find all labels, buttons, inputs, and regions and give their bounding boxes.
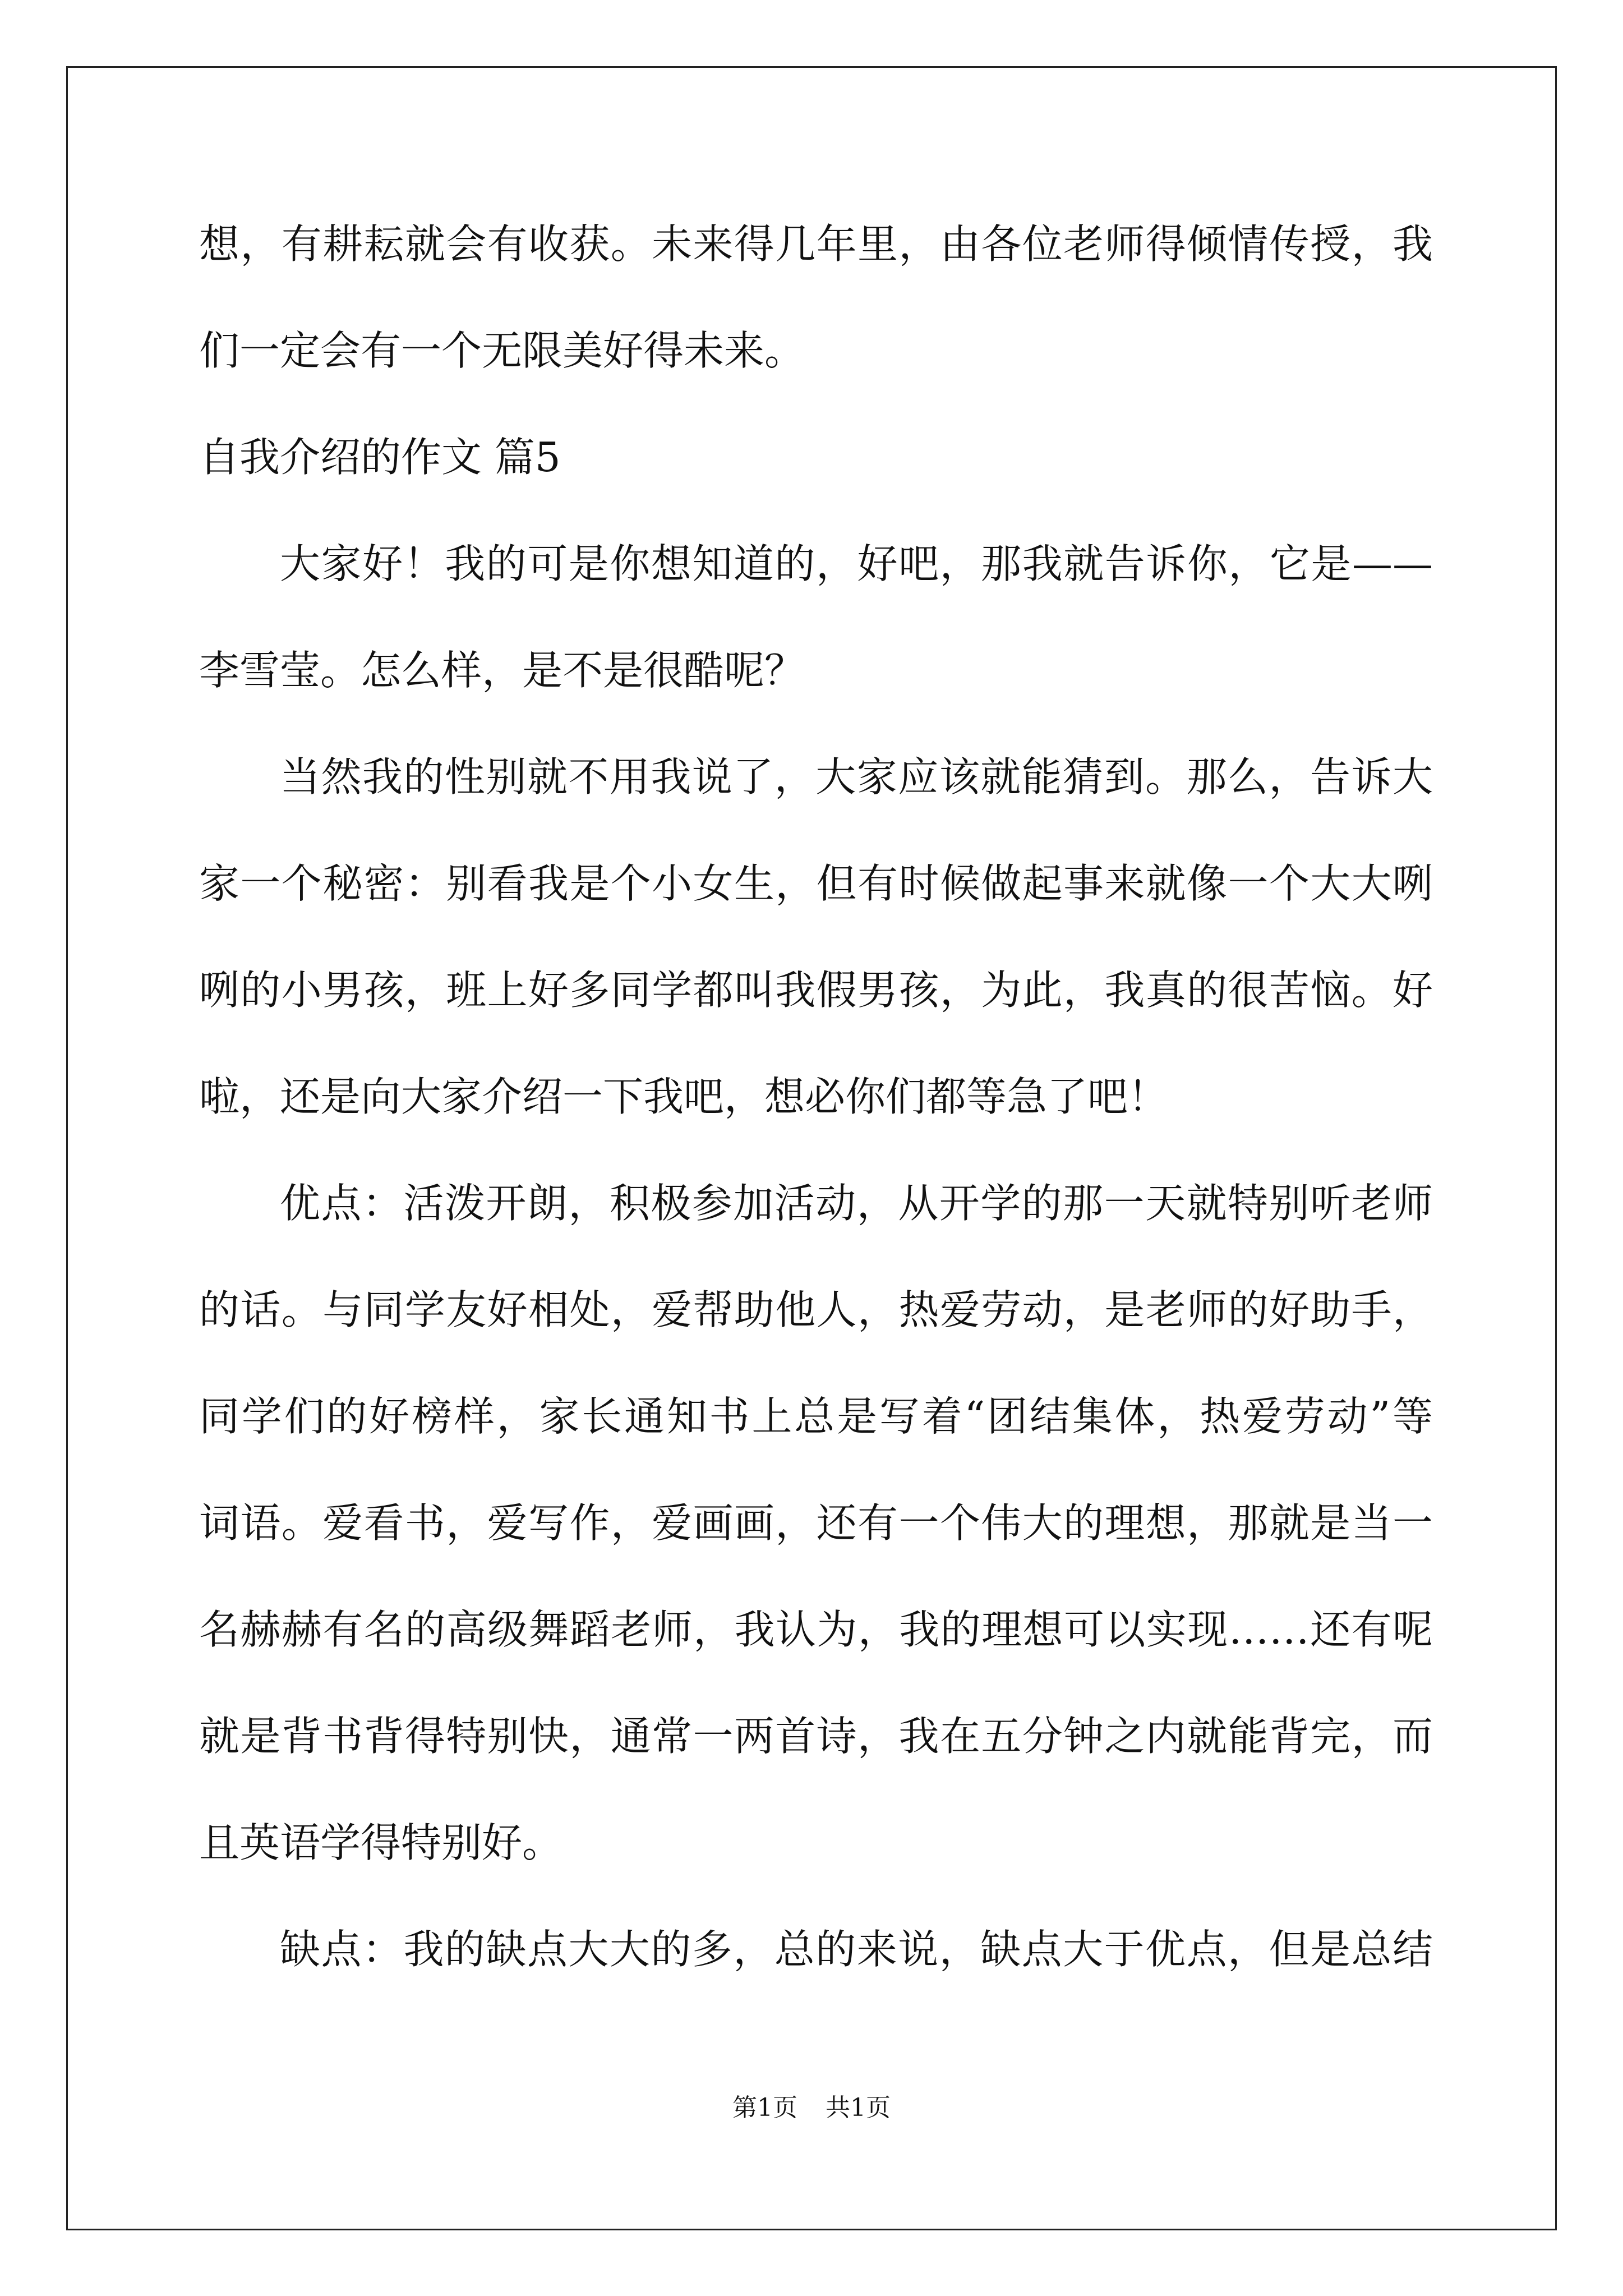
page-number-total: 共1页 xyxy=(826,2093,891,2122)
text-line: 们一定会有一个无限美好得未来。 xyxy=(199,327,805,374)
text-line: 大家好！我的可是你想知道的，好吧，那我就告诉你，它是—— xyxy=(280,540,1433,587)
text-line: 咧的小男孩，班上好多同学都叫我假男孩，为此，我真的很苦恼。好 xyxy=(199,967,1433,1014)
text-line: 想，有耕耘就会有收获。未来得几年里，由各位老师得倾情传授，我 xyxy=(199,220,1433,268)
text-line: 缺点：我的缺点大大的多，总的来说，缺点大于优点，但是总结 xyxy=(280,1926,1433,1973)
text-line: 就是背书背得特别快，通常一两首诗，我在五分钟之内就能背完，而 xyxy=(199,1713,1433,1760)
text-line: 家一个秘密：别看我是个小女生，但有时候做起事来就像一个大大咧 xyxy=(199,860,1433,907)
page-number-current: 第1页 xyxy=(732,2093,797,2122)
text-line: 词语。爱看书，爱写作，爱画画，还有一个伟大的理想，那就是当一 xyxy=(199,1499,1433,1547)
text-line: 啦，还是向大家介绍一下我吧，想必你们都等急了吧！ xyxy=(199,1073,1169,1120)
document-body xyxy=(199,191,1433,2003)
text-line: 当然我的性别就不用我说了，大家应该就能猜到。那么，告诉大 xyxy=(280,753,1433,800)
text-line: 且英语学得特别好。 xyxy=(199,1819,563,1866)
text-line: 自我介绍的作文 篇5 xyxy=(199,434,561,481)
text-line: 同学们的好榜样，家长通知书上总是写着“团结集体，热爱劳动”等 xyxy=(199,1393,1433,1440)
page-footer xyxy=(0,2091,1623,2125)
text-line: 的话。与同学友好相处，爱帮助他人，热爱劳动，是老师的好助手， xyxy=(199,1286,1433,1333)
text-line: 优点：活泼开朗，积极参加活动，从开学的那一天就特别听老师 xyxy=(280,1180,1433,1227)
text-line: 名赫赫有名的高级舞蹈老师，我认为，我的理想可以实现……还有呢 xyxy=(199,1606,1433,1653)
text-line: 李雪莹。怎么样，是不是很酷呢？ xyxy=(199,647,805,694)
